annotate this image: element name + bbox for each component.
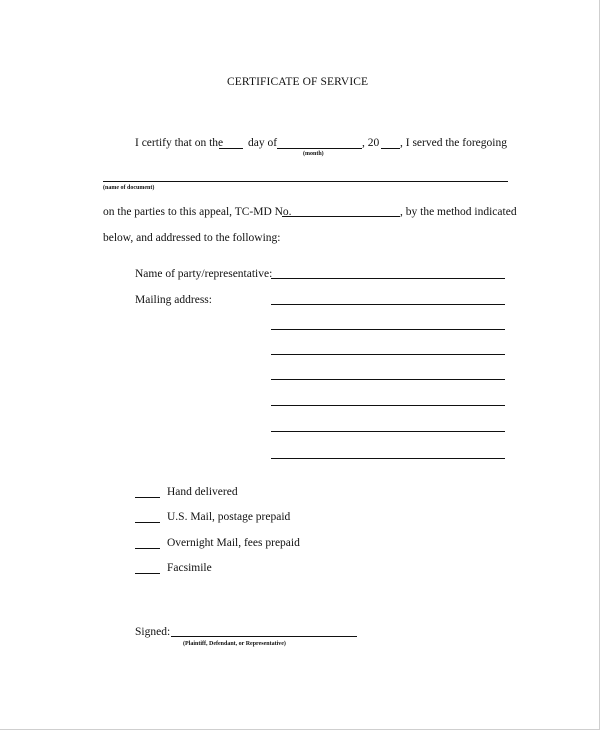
us-mail-checkbox[interactable] (135, 522, 160, 523)
day-blank[interactable] (219, 148, 243, 149)
served-text: , I served the foregoing (400, 137, 507, 149)
party-label: Name of party/representative: (135, 268, 273, 280)
year-blank[interactable] (381, 148, 400, 149)
page-title: CERTIFICATE OF SERVICE (227, 76, 369, 88)
addressed-text: below, and addressed to the following: (103, 232, 281, 244)
method-label: U.S. Mail, postage prepaid (167, 511, 291, 523)
mailing-address-line-4[interactable] (271, 379, 505, 380)
hand-delivered-checkbox[interactable] (135, 497, 160, 498)
mailing-address-line-7[interactable] (271, 458, 505, 459)
method-label: Hand delivered (167, 486, 238, 498)
method-label: Facsimile (167, 562, 212, 574)
signature-field[interactable] (171, 636, 357, 637)
party-name-field[interactable] (271, 278, 505, 279)
year-prefix-text: , 20 (362, 137, 380, 149)
document-name-caption: (name of document) (103, 185, 155, 191)
mailing-address-line-1[interactable] (271, 304, 505, 305)
mailing-address-line-2[interactable] (271, 329, 505, 330)
mailing-address-line-6[interactable] (271, 431, 505, 432)
month-blank[interactable] (277, 148, 362, 149)
signed-label: Signed: (135, 626, 171, 638)
day-of-text: day of (248, 137, 278, 149)
facsimile-checkbox[interactable] (135, 573, 160, 574)
mailing-address-label: Mailing address: (135, 294, 212, 306)
mailing-address-line-5[interactable] (271, 405, 505, 406)
mailing-address-line-3[interactable] (271, 354, 505, 355)
parties-text: on the parties to this appeal, TC-MD No. (103, 206, 292, 218)
method-indicated-text: , by the method indicated (400, 206, 517, 218)
certify-text: I certify that on the (135, 137, 224, 149)
method-label: Overnight Mail, fees prepaid (167, 537, 300, 549)
signature-caption: (Plaintiff, Defendant, or Representative) (183, 641, 286, 647)
overnight-mail-checkbox[interactable] (135, 548, 160, 549)
month-caption: (month) (303, 151, 324, 157)
case-number-blank[interactable] (282, 216, 400, 217)
document-name-blank[interactable] (103, 181, 508, 182)
